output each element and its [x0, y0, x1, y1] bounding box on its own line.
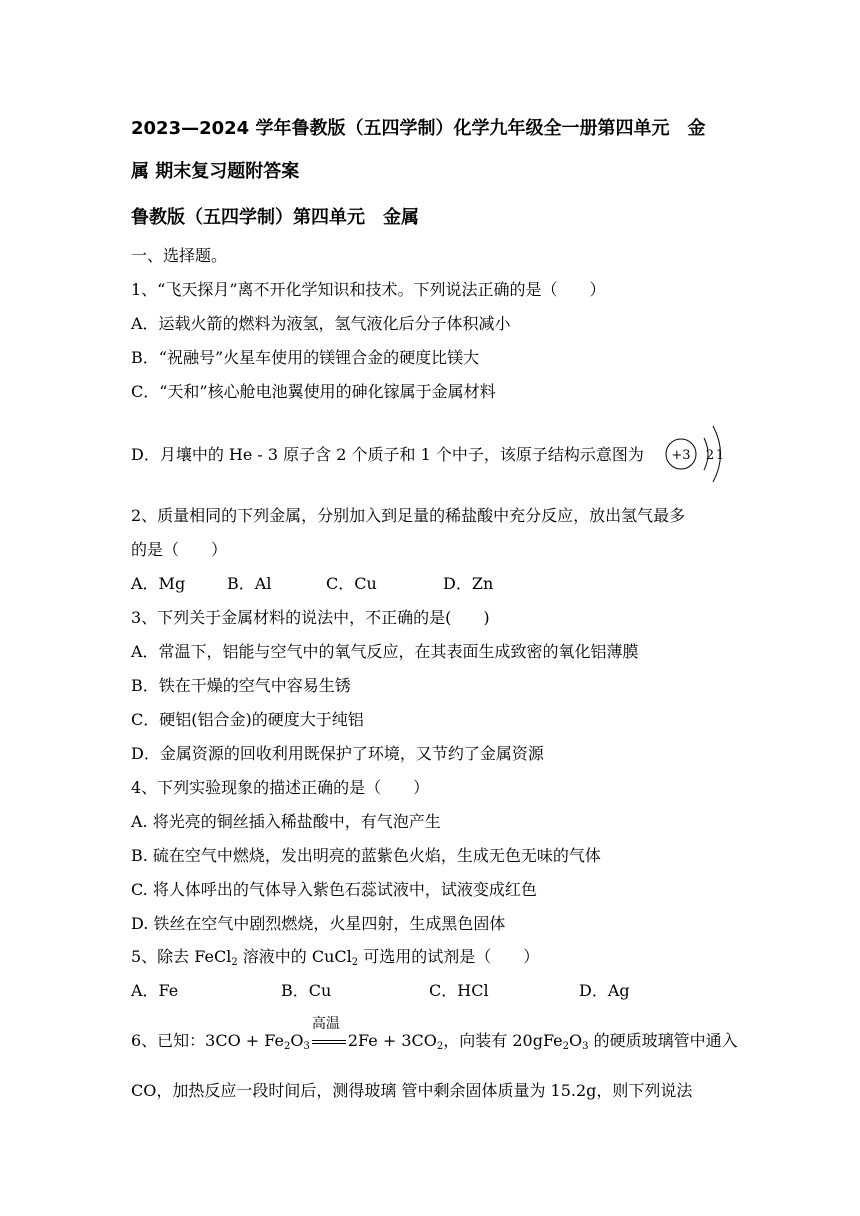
document-title-line-1: 2023—2024 学年鲁教版（五四学制）化学九年级全一册第四单元 金 [131, 118, 706, 139]
question-5-options [131, 981, 630, 1001]
atom-structure-diagram [660, 414, 740, 494]
question-1-option-a: A．运载火箭的燃料为液氢，氢气液化后分子体积减小 [131, 314, 511, 333]
question-1-option-c: C．“天和”核心舱电池翼使用的砷化镓属于金属材料 [131, 382, 496, 401]
question-4-stem: 4、下列实验现象的描述正确的是（ ） [131, 778, 430, 797]
section-heading: 一、选择题。 [131, 246, 228, 265]
question-4-option-a: A. 将光亮的铜丝插入稀盐酸中，有气泡产生 [131, 812, 441, 831]
question-2-option-b: B．Al [227, 574, 272, 593]
document-subtitle: 鲁教版（五四学制）第四单元 金属 [131, 207, 419, 228]
question-5-stem: 5、除去 FeCl$_2$ 溶液中的 CuCl$_2$ 可选用的试剂是（ ） [131, 947, 540, 968]
question-5-option-c: C．HCl [429, 981, 489, 1000]
question-3-option-c: C．硬铝(铝合金)的硬度大于纯铝 [131, 710, 364, 729]
question-1-stem: 1、“飞天探月”离不开化学知识和技术。下列说法正确的是（ ） [131, 280, 606, 299]
question-5-option-a: A．Fe [131, 981, 179, 1000]
question-6-stem-line-2: CO，加热反应一段时间后，测得玻璃 管中剩余固体质量为 15.2g，则下列说法 [131, 1081, 693, 1100]
question-5-option-b: B．Cu [281, 981, 332, 1000]
reaction-condition: 高温 [311, 1016, 340, 1032]
question-2-options [131, 574, 493, 594]
reaction-arrow-equals [310, 1016, 348, 1051]
question-4-option-b: B. 硫在空气中燃烧，发出明亮的蓝紫色火焰，生成无色无味的气体 [131, 846, 601, 865]
question-2-option-d: D．Zn [443, 574, 494, 593]
question-3-option-a: A．常温下，铝能与空气中的氧气反应，在其表面生成致密的氧化铝薄膜 [131, 642, 639, 661]
question-2-option-a: A．Mg [131, 574, 186, 593]
question-2-option-c: C．Cu [326, 574, 377, 593]
question-6-stem-line-1: 6、已知：$3CO + Fe_2O_3$ 高温 $2Fe + 3CO_2$，向装有 $20gFe_2O_3$ 的硬质玻璃管中通入 [131, 1016, 738, 1052]
question-4-option-d: D. 铁丝在空气中剧烈燃烧，火星四射，生成黑色固体 [131, 914, 506, 933]
shell-2-electrons: 1 [715, 448, 725, 463]
question-5-option-d: D．Ag [579, 981, 630, 1000]
question-2-stem-line-2: 的是（ ） [131, 540, 228, 559]
question-2-stem-line-1: 2、质量相同的下列金属，分别加入到足量的稀盐酸中充分反应，放出氢气最多 [131, 506, 686, 525]
question-3-option-d: D．金属资源的回收利用既保护了环境，又节约了金属资源 [131, 744, 544, 763]
question-3-option-b: B．铁在干燥的空气中容易生锈 [131, 676, 351, 695]
question-4-option-c: C. 将人体呼出的气体导入紫色石蕊试液中，试液变成红色 [131, 880, 537, 899]
question-1-option-b: B．“祝融号”火星车使用的镁锂合金的硬度比镁大 [131, 348, 480, 367]
document-title-line-2: 属 期末复习题附答案 [131, 161, 300, 182]
shell-1-electrons: 2 [705, 448, 715, 463]
nucleus-charge: +3 [671, 448, 691, 463]
question-3-stem: 3、下列关于金属材料的说法中，不正确的是( ) [131, 608, 490, 627]
question-1-option-d: D．月壤中的 He - 3 原子含 2 个质子和 1 个中子，该原子结构示意图为 [131, 445, 644, 464]
